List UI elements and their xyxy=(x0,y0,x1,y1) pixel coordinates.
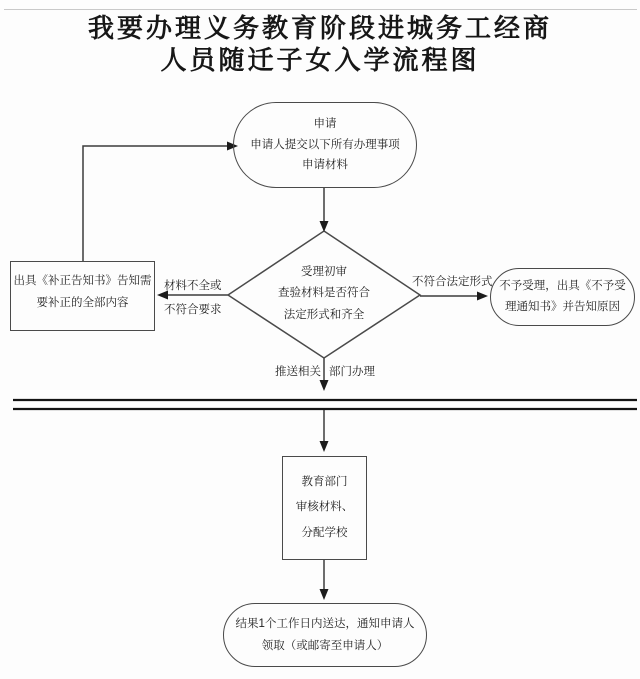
node-apply-line-3: 申请材料 xyxy=(302,159,348,172)
node-apply-line-2: 申请人提交以下所有办理事项 xyxy=(250,138,400,151)
arrowhead-into-education xyxy=(320,441,329,452)
node-review-line-3: 法定形式和齐全 xyxy=(283,308,365,321)
node-reject-line-1: 不予受理，出具《不予受 xyxy=(499,280,626,293)
node-apply xyxy=(233,102,417,188)
edge-label-push-left: 推送相关 xyxy=(275,366,321,378)
arrowhead-into-result xyxy=(320,589,329,600)
node-review-line-1: 受理初审 xyxy=(301,266,347,278)
node-review-text xyxy=(244,262,404,326)
node-result-line-1: 结果1个工作日内送达，通知申请人 xyxy=(235,617,415,630)
node-reject-notice xyxy=(490,268,635,326)
edge-supplement-to-apply xyxy=(83,146,228,261)
node-apply-line-1: 申请 xyxy=(313,117,337,130)
page-title-line-1: 我要办理义务教育阶段进城务工经商 xyxy=(87,14,552,43)
node-supplement-notice xyxy=(10,261,155,331)
edge-label-push-right: 部门办理 xyxy=(329,366,375,378)
edge-label-materials-incomplete-1: 材料不全或 xyxy=(164,280,222,292)
node-review-line-2: 查验材料是否符合 xyxy=(278,287,370,300)
arrowhead-into-divider xyxy=(320,380,329,391)
node-education-line-1: 教育部门 xyxy=(301,476,348,489)
edge-label-materials-incomplete-2: 不符合要求 xyxy=(164,304,222,316)
node-education-line-3: 分配学校 xyxy=(301,526,348,539)
arrowhead-into-reject xyxy=(477,292,488,301)
node-result-delivery xyxy=(223,603,427,667)
node-education-department xyxy=(282,456,367,560)
node-supplement-line-2: 要补正的全部内容 xyxy=(36,297,129,310)
node-education-line-2: 审核材料、 xyxy=(295,501,354,514)
node-supplement-line-1: 出具《补正告知书》告知需 xyxy=(13,275,152,287)
page-title-line-2: 人员随迁子女入学流程图 xyxy=(160,46,480,75)
node-reject-line-2: 理通知书》并告知原因 xyxy=(505,301,620,313)
edge-label-invalid-form: 不符合法定形式 xyxy=(412,276,493,288)
arrowhead-into-review xyxy=(320,221,329,232)
node-result-line-2: 领取（或邮寄至申请人） xyxy=(261,640,389,652)
